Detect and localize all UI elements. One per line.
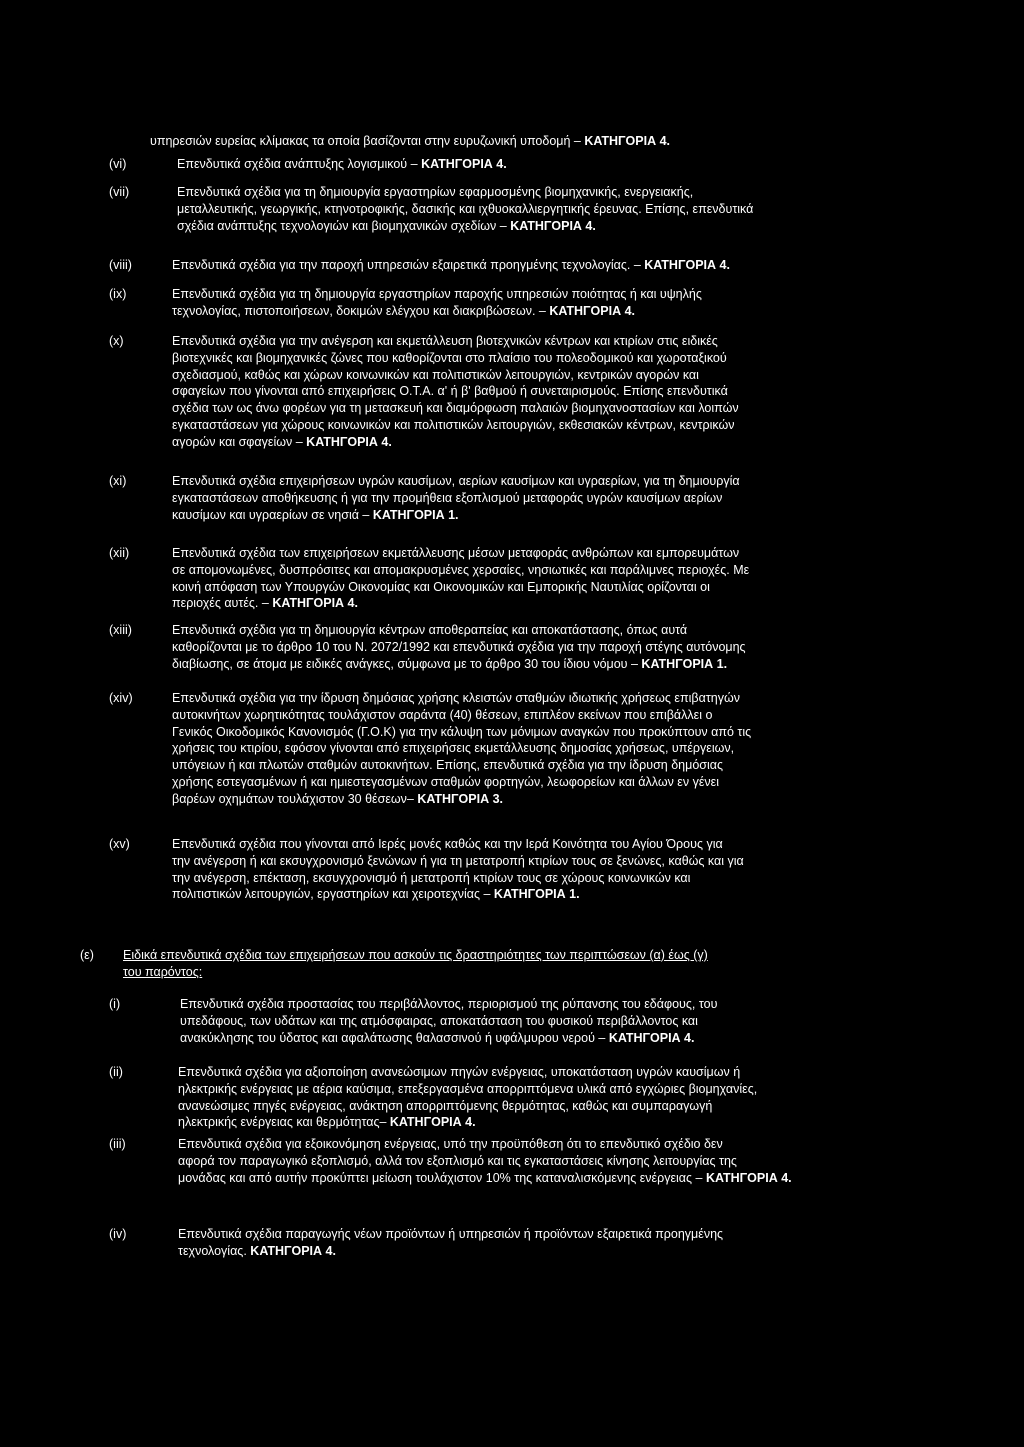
category-label: ΚΑΤΗΓΟΡΙΑ 4.	[644, 258, 730, 272]
text-fragment: ανακύκλησης του ύδατος και αφαλάτωσης θαλασσινού ή υφάλμυρου νερού –	[180, 1030, 606, 1045]
items-text	[177, 156, 924, 173]
text-line: χρήσεις του κτιρίου, εφόσον γίνονται από επιχειρήσεις εκμετάλλευσης δημοσίας χρήσεως, υπέργειων,	[172, 741, 735, 756]
text-line	[172, 886, 924, 903]
text-fragment: βαρέων οχημάτων τουλάχιστον 30 θέσεων–	[172, 791, 414, 806]
text-line: του παρόντος:	[123, 964, 203, 979]
text-line	[172, 257, 924, 274]
text-line: Επενδυτικά σχέδια επιχειρήσεων υγρών καυσίμων, αερίων καυσίμων και υγραερίων, για τη δημιουργία	[172, 474, 740, 488]
text-fragment: ηλεκτρικής ενέργειας και θερμότητας–	[178, 1115, 387, 1130]
carryover-text: υπηρεσιών ευρείας κλίμακας τα οποία βασίζονται στην ευρυζωνική υποδομή –	[150, 134, 581, 148]
items-text	[172, 690, 924, 808]
text-line: την ανέγερση ή και εκσυγχρονισμό ξενώνων ή για τη μετατροπή κτιρίων τους σε ξενώνες, καθώς και για	[172, 853, 744, 868]
text-line: Επενδυτικά σχέδια που γίνονται από Ιερές μονές καθώς και την Ιερά Κοινότητα του Αγίου Όρους για	[172, 837, 723, 851]
text-fragment: Επενδυτικά σχέδια ανάπτυξης λογισμικού –	[177, 157, 418, 171]
sub_items-number: (iii)	[109, 1137, 126, 1151]
text-line	[178, 1114, 924, 1131]
text-line: Επενδυτικά σχέδια για τη δημιουργία εργαστηρίων παροχής υπηρεσιών ποιότητας ή και υψηλής	[172, 287, 702, 301]
category-label: ΚΑΤΗΓΟΡΙΑ 3.	[417, 791, 503, 806]
category-label: ΚΑΤΗΓΟΡΙΑ 4.	[584, 134, 671, 148]
sub_items-number: (i)	[109, 997, 121, 1011]
text-line: Επενδυτικά σχέδια προστασίας του περιβάλλοντος, περιορισμού της ρύπανσης του εδάφους, του	[180, 997, 718, 1011]
text-line: κοινή απόφαση των Υπουργών Οικονομίας και Οικονομικών και Εμπορικής Ναυτιλίας ορίζονται οι	[172, 579, 710, 594]
text-line: υπεδάφους, των υδάτων και της ατμόσφαιρας, αποκατάσταση του φυσικού περιβάλλοντος και	[180, 1013, 698, 1028]
items-text	[172, 622, 924, 672]
text-line	[177, 156, 924, 173]
text-line: αυτοκινήτων χωρητικότητας τουλάχιστον σαράντα (40) θέσεων, επιπλέον εκείνων που επιβάλλει ο	[172, 707, 713, 722]
items-text	[172, 473, 924, 523]
items-number: (ix)	[109, 287, 127, 301]
text-line: Επενδυτικά σχέδια για εξοικονόμηση ενέργειας, υπό την προϋπόθεση ότι το επενδυτικό σχέδιο δεν	[178, 1137, 723, 1151]
items-text	[172, 545, 924, 612]
items-number: (xiv)	[109, 691, 133, 705]
text-line: την ανέγερση, επέκταση, εκσυγχρονισμό ή μετατροπή κτιρίων τους σε χώρους κοινωνικών και	[172, 870, 691, 885]
category-label: ΚΑΤΗΓΟΡΙΑ 1.	[641, 656, 728, 671]
category-label: ΚΑΤΗΓΟΡΙΑ 4.	[306, 434, 392, 449]
section-e-number: (ε)	[80, 948, 94, 962]
text-line: Γενικός Οικοδομικός Κανονισμός (Γ.Ο.Κ) για την κάλυψη των μόνιμων αναγκών που προκύπτουν από τις	[172, 724, 752, 739]
text-line: Επενδυτικά σχέδια για τη δημιουργία κέντρων αποθεραπείας και αποκατάστασης, όπως αυτά	[172, 623, 688, 637]
text-line	[172, 595, 924, 612]
text-line: μεταλλευτικής, γεωργικής, κτηνοτροφικής, δασικής και ιχθυοκαλλιεργητικής έρευνας. Επίσης, επενδυτικά	[177, 201, 754, 216]
section-e-title	[123, 947, 924, 981]
items-number: (x)	[109, 334, 124, 348]
sub_items-text	[180, 996, 924, 1046]
text-line	[172, 507, 924, 524]
text-line: σφαγείων που γίνονται από επιχειρήσεις Ο.Τ.Α. α' ή β' βαθμού ή συνεταιρισμούς. Επίσης επενδυτικά	[172, 384, 728, 399]
items-number: (viii)	[109, 258, 132, 272]
text-fragment: μονάδας και από αυτήν προκύπτει μείωση τουλάχιστον 10% της καταναλισκόμενης ενέργειας –	[178, 1170, 703, 1185]
sub_items-text	[178, 1064, 924, 1131]
text-fragment: τεχνολογίας, πιστοποιήσεων, δοκιμών ελέγχου και διακριβώσεων. –	[172, 303, 546, 318]
category-label: ΚΑΤΗΓΟΡΙΑ 4.	[250, 1243, 336, 1258]
category-label: ΚΑΤΗΓΟΡΙΑ 4.	[705, 1170, 792, 1185]
category-label: ΚΑΤΗΓΟΡΙΑ 4.	[510, 218, 596, 233]
text-fragment: καυσίμων και υγραερίων σε νησιά –	[172, 507, 370, 522]
items-number: (xv)	[109, 837, 130, 851]
text-line: ανανεώσιμες πηγές ενέργειας, ανάκτηση απορριπτόμενης θερμότητας, καθώς και συμπαραγωγή	[178, 1098, 713, 1113]
items-number: (xii)	[109, 546, 130, 560]
text-line: εγκαταστάσεων για χώρους κοινωνικών και πολιτιστικών λειτουργιών, εκθεσιακών κέντρων, κεντρικών	[172, 417, 735, 432]
text-line: Επενδυτικά σχέδια των επιχειρήσεων εκμετάλλευσης μέσων μεταφοράς ανθρώπων και εμπορευμάτων	[172, 546, 740, 560]
items-text	[177, 184, 924, 234]
text-line: αφορά τον παραγωγικό εξοπλισμό, αλλά τον εξοπλισμό και τις εγκαταστάσεις κίνησης λειτουργίας της	[178, 1153, 737, 1168]
items-text	[172, 333, 924, 451]
category-label: ΚΑΤΗΓΟΡΙΑ 4.	[608, 1030, 695, 1045]
text-line	[178, 1170, 924, 1187]
items-number: (xiii)	[109, 623, 132, 637]
category-label: ΚΑΤΗΓΟΡΙΑ 4.	[272, 596, 358, 611]
text-line	[172, 303, 924, 320]
text-line: σε απομονωμένες, δυσπρόσιτες και απομακρυσμένες χερσαίες, νησιωτικές και παράλιμνες περιοχές. Με	[172, 562, 750, 577]
text-fragment: διαβίωσης, σε άτομα με ειδικές ανάγκες, σύμφωνα με το άρθρο 30 του ίδιου νόμου –	[172, 656, 638, 671]
text-line	[172, 656, 924, 673]
text-line: ηλεκτρικής ενέργειας με αέρια καύσιμα, επεξεργασμένα απορριπτόμενα υλικά από εγχώριες βιομηχανίες,	[178, 1081, 758, 1096]
sub_items-number: (iv)	[109, 1227, 127, 1241]
text-line: καθορίζονται με το άρθρο 10 του Ν. 2072/1992 και επενδυτικά σχέδια για την παροχή στέγης αυτόνομης	[172, 639, 746, 654]
text-fragment: περιοχές αυτές. –	[172, 596, 269, 611]
text-line: υπόγειων ή και πλωτών σταθμών αυτοκινήτων. Επίσης, επενδυτικά σχέδια για την ίδρυση δημόσιας	[172, 758, 724, 773]
sub_items-number: (ii)	[109, 1065, 123, 1079]
text-line: σχέδια των ως άνω φορέων για τη μετασκευή και διαμόρφωση παλαιών βιομηχανοστασίων και λοιπών	[172, 401, 739, 416]
text-fragment: σχέδια ανάπτυξης τεχνολογιών και βιομηχανικών σχεδίων –	[177, 218, 507, 233]
text-line: Επενδυτικά σχέδια για την ανέγερση και εκμετάλλευση βιοτεχνικών κέντρων και κτιρίων στις ειδικές	[172, 334, 718, 348]
category-label: ΚΑΤΗΓΟΡΙΑ 1.	[372, 507, 459, 522]
text-line: χρήσης εστεγασμένων ή και ημιεστεγασμένων σταθμών φορτηγών, λεωφορείων και άλλων εν γένει	[172, 774, 720, 789]
text-line: Επενδυτικά σχέδια για αξιοποίηση ανανεώσιμων πηγών ενέργειας, υποκατάσταση υγρών καυσίμων ή	[178, 1065, 741, 1079]
text-line: Επενδυτικά σχέδια για τη δημιουργία εργαστηρίων εφαρμοσμένης βιομηχανικής, ενεργειακής,	[177, 185, 694, 199]
text-line: Ειδικά επενδυτικά σχέδια των επιχειρήσεων που ασκούν τις δραστηριότητες των περιπτώσεων (α) έως (γ)	[123, 948, 708, 962]
category-label: ΚΑΤΗΓΟΡΙΑ 4.	[389, 1115, 476, 1130]
text-fragment: τεχνολογίας.	[178, 1243, 247, 1258]
text-line	[172, 434, 924, 451]
category-label: ΚΑΤΗΓΟΡΙΑ 4.	[549, 303, 636, 318]
items-text	[172, 836, 924, 903]
text-fragment: Επενδυτικά σχέδια για την παροχή υπηρεσιών εξαιρετικά προηγμένης τεχνολογίας. –	[172, 258, 641, 272]
text-fragment: πολιτιστικών λειτουργιών, εργαστηρίων και χειροτεχνίας –	[172, 887, 491, 902]
items-number: (vi)	[109, 157, 127, 171]
text-line: Επενδυτικά σχέδια για την ίδρυση δημόσιας χρήσης κλειστών σταθμών ιδιωτικής χρήσεως επιβατηγών	[172, 691, 740, 705]
text-line: εγκαταστάσεων αποθήκευσης ή για την προμήθεια εξοπλισμού μεταφοράς υγρών καυσίμων αερίων	[172, 490, 723, 505]
text-line	[177, 218, 924, 235]
sub_items-text	[178, 1226, 924, 1260]
category-label: ΚΑΤΗΓΟΡΙΑ 4.	[421, 157, 507, 171]
sub_items-text	[178, 1136, 924, 1186]
text-line: σχεδιασμού, καθώς και χώρων κοινωνικών και πολιτιστικών λειτουργιών, κεντρικών αγορών και	[172, 367, 699, 382]
items-text	[172, 257, 924, 274]
items-text	[172, 286, 924, 320]
text-line: Επενδυτικά σχέδια παραγωγής νέων προϊόντων ή υπηρεσιών ή προϊόντων εξαιρετικά προηγμένης	[178, 1227, 724, 1241]
items-number: (xi)	[109, 474, 127, 488]
text-fragment: αγορών και σφαγείων –	[172, 434, 303, 449]
items-number: (vii)	[109, 185, 130, 199]
text-line	[180, 1030, 924, 1047]
text-line: βιοτεχνικές και βιομηχανικές ζώνες που καθορίζονται στο πλαίσιο του πολεοδομικού και χωροταξικού	[172, 350, 727, 365]
category-label: ΚΑΤΗΓΟΡΙΑ 1.	[493, 887, 580, 902]
text-line	[172, 791, 924, 808]
text-line	[178, 1243, 924, 1260]
